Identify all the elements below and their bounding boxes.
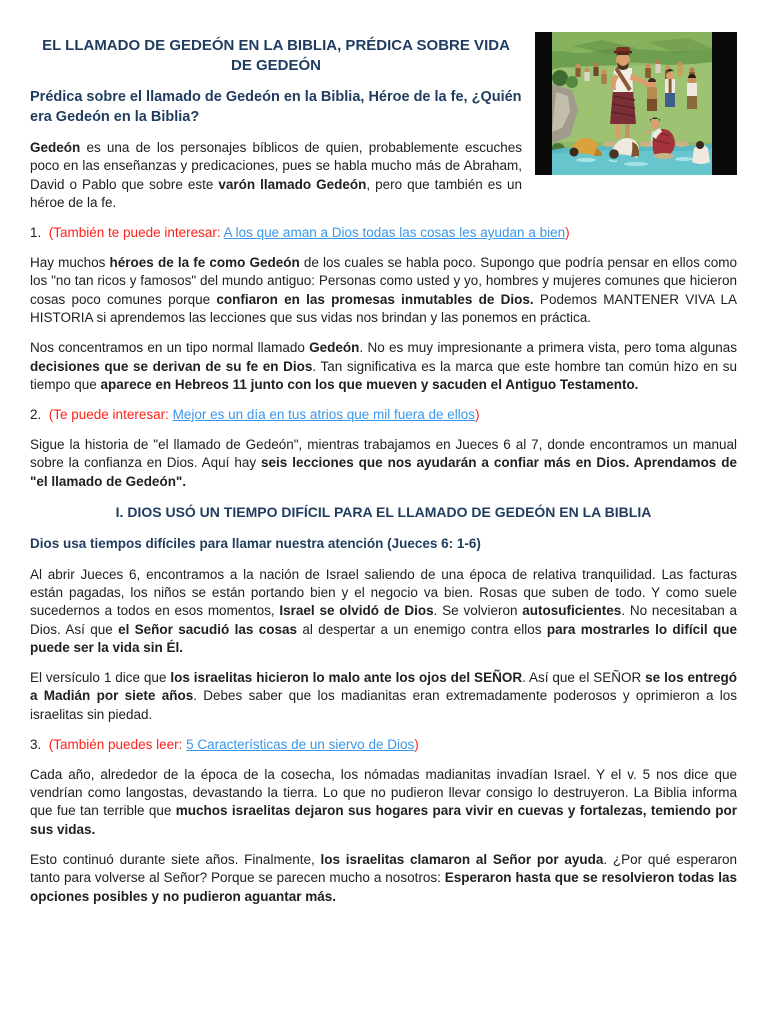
related-link-note <box>30 406 737 424</box>
text-run: Nos concentramos en un tipo normal llamado <box>30 340 310 356</box>
text-run: . Así que el SEÑOR <box>522 670 646 686</box>
text-run: . No necesitaban a Dios. Así que <box>30 603 738 637</box>
text-run: 3. <box>30 736 49 752</box>
text-run: 2. <box>30 406 49 422</box>
text-run: EL LLAMADO DE GEDEÓN EN LA BIBLIA, PRÉDICA SOBRE VIDA DE GEDEÓN <box>42 37 510 74</box>
text-run: de los cuales se habla poco. Supongo que podría pensar en ellos como los "no tan ricos y famosos" del mundo antiguo: Personas como usted y yo, hombres y mujeres comunes que hicieron cosas poco comunes porque <box>30 255 738 307</box>
related-link-note <box>30 736 737 754</box>
text-run: Esperaron hasta que se resolvieron todas las opciones posibles y no pudieron aguantar más. <box>30 870 737 904</box>
inline-link[interactable]: Mejor es un día en tus atrios que mil fuera de ellos <box>172 406 476 422</box>
text-run: decisiones que se derivan de su fe en Dios <box>30 358 313 374</box>
note-label: (También te puede interesar <box>48 225 217 241</box>
text-run: los israelitas hicieron lo malo ante los ojos del SEÑOR <box>170 670 523 686</box>
text-run: confiaron en las promesas inmutables de Dios. <box>216 291 534 307</box>
text-run: seis lecciones que nos ayudarán a confiar más en Dios. Aprendamos de "el llamado de Gedeón". <box>30 455 737 489</box>
paragraph <box>30 254 737 328</box>
text-run: muchos israelitas dejaron sus hogares para vivir en cuevas y fortalezas, temiendo por sus vidas. <box>30 803 737 837</box>
text-run: Hay muchos <box>30 255 110 271</box>
note-label: ) <box>414 736 419 752</box>
note-label: ) <box>565 225 570 241</box>
text-run: Esto continuó durante siete años. Finalmente, <box>30 851 321 867</box>
text-run: Prédica sobre el llamado de Gedeón en la Biblia, Héroe de la fe, ¿Quién era Gedeón en la Biblia? <box>30 89 522 125</box>
text-run: , pero que también es un héroe de la fe. <box>30 176 522 211</box>
text-run: Cada año, alrededor de la época de la cosecha, los nómadas madianitas invadían Israel. Y el v. 5 nos dice que vendrían como langostas, devastando la tierra. Lo que no pudieron llevar consigo lo destruyeron. La Biblia informa que fue tan terrible que <box>30 766 737 819</box>
text-run: varón llamado Gedeón <box>218 176 367 192</box>
text-run: El versículo 1 dice que <box>30 670 171 686</box>
section-subheading <box>30 535 737 554</box>
text-run: Israel se olvidó de Dios <box>279 603 434 619</box>
text-run: Gedeón <box>309 340 360 356</box>
inline-link[interactable]: 5 Características de un siervo de Dios <box>186 736 415 752</box>
text-run: . Debes saber que los madianitas eran extremadamente poderosos y oprimieron a los israelitas sin piedad. <box>30 688 737 722</box>
text-run: 1. <box>30 225 49 241</box>
text-run: para mostrarles lo difícil que puede ser la vida sin Él. <box>30 621 737 656</box>
note-label: : <box>178 736 187 752</box>
text-run: Al abrir Jueces 6, encontramos a la nación de Israel saliendo de una época de relativa tranquilidad. Las facturas están pagadas, los niños se están portando bien y el negocio va bien. Rosas que suben de todo. Y como suele sucedernos a todos en esos momentos, <box>30 566 737 619</box>
paragraph <box>30 339 737 394</box>
text-run: se los entregó a Madián por siete años <box>30 670 737 704</box>
text-run: Podemos MANTENER VIVA LA HISTORIA si aprendemos las lecciones que sus vidas nos brindan y las ponemos en práctica. <box>30 291 737 326</box>
text-run: . Tan significativa es la marca que este hombre tan común hizo en su tiempo que <box>30 358 737 392</box>
section-heading <box>30 503 737 522</box>
text-run: al despertar a un enemigo contra ellos <box>297 621 547 637</box>
paragraph <box>30 566 737 658</box>
text-run: Dios usa tiempos difíciles para llamar nuestra atención (Jueces 6: 1-6) <box>30 536 481 551</box>
inline-link[interactable]: A los que aman a Dios todas las cosas les ayudan a bien <box>223 225 566 241</box>
text-run: Sigue la historia de "el llamado de Gedeón", mientras trabajamos en Jueces 6 al 7, donde encontramos un manual sobre la confianza en Dios. Aquí hay <box>30 436 737 471</box>
article-hero-image <box>535 32 737 175</box>
paragraph <box>30 436 737 491</box>
text-run: . ¿Por qué esperaron tanto para volverse al Señor? Porque se parecen mucho a nosotros: <box>30 851 738 886</box>
paragraph <box>30 766 737 840</box>
text-run: . Se volvieron <box>433 603 523 619</box>
text-run: Gedeón <box>30 140 81 155</box>
text-run: los israelitas clamaron al Señor por ayuda <box>320 851 604 867</box>
paragraph <box>30 669 737 724</box>
note-label: : <box>216 225 224 241</box>
note-label: (También puedes leer <box>48 736 179 752</box>
text-run: aparece en Hebreos 11 junto con los que mueven y sacuden el Antiguo Testamento. <box>100 376 639 392</box>
text-run: autosuficientes <box>522 603 622 619</box>
text-run: I. DIOS USÓ UN TIEMPO DIFÍCIL PARA EL LLAMADO DE GEDEÓN EN LA BIBLIA <box>115 503 652 520</box>
gideon-painting-illustration <box>552 32 712 175</box>
note-label: : <box>165 406 173 422</box>
paragraph <box>30 851 737 906</box>
text-run: el Señor sacudió las cosas <box>118 621 297 637</box>
text-run: héroes de la fe como Gedeón <box>109 255 300 271</box>
text-run: es una de los personajes bíblicos de quien, probablemente escuches poco en las enseñanzas y predicaciones, pues se habla mucho más de Abraham, David o Pablo que sobre este <box>30 140 522 192</box>
note-label: ) <box>475 406 480 422</box>
text-run: . No es muy impresionante a primera vista, pero toma algunas <box>359 340 737 356</box>
note-label: (Te puede interesar <box>48 406 166 422</box>
related-link-note <box>30 224 737 242</box>
